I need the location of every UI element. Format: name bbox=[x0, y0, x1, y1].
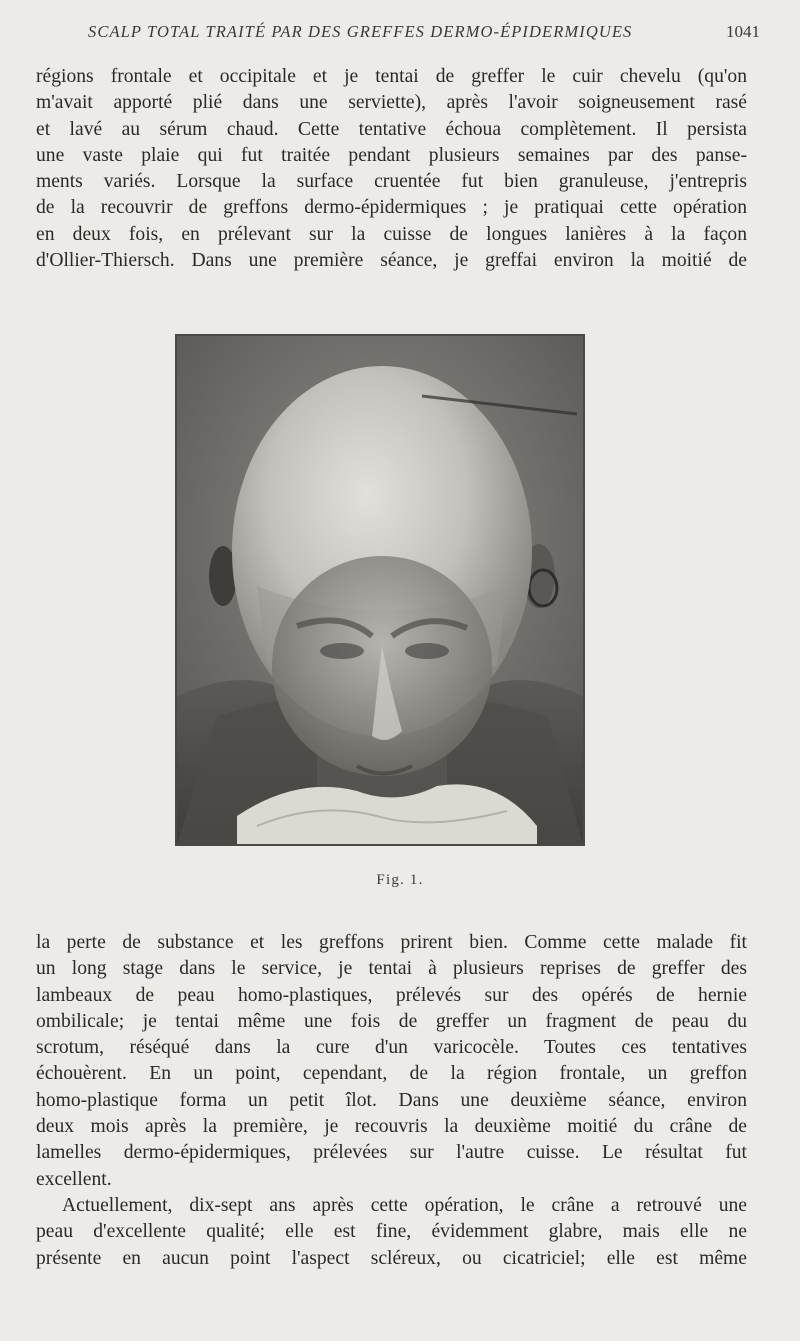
text-line: Actuellement, dix-sept ans après cette opération, le crâne a retrouvé une bbox=[62, 1195, 747, 1216]
text-line: présente en aucun point l'aspect scléreux, ou cicatriciel; elle est même bbox=[36, 1247, 747, 1269]
page-number: 1041 bbox=[726, 22, 760, 41]
figure-photograph bbox=[175, 334, 585, 846]
paragraph-top bbox=[36, 64, 747, 274]
text-line: ments variés. Lorsque la surface cruentée fut bien granuleuse, j'entrepris bbox=[36, 171, 747, 193]
text-line: ombilicale; je tentai même une fois de greffer un fragment de peau du bbox=[36, 1010, 747, 1032]
text-line: une vaste plaie qui fut traitée pendant plusieurs semaines par des panse- bbox=[36, 144, 747, 166]
running-head bbox=[60, 22, 760, 46]
text-line: en deux fois, en prélevant sur la cuisse de longues lanières à la façon bbox=[36, 223, 747, 245]
text-line: peau d'excellente qualité; elle est fine, évidemment glabre, mais elle ne bbox=[36, 1221, 747, 1243]
patient-head-photo bbox=[177, 336, 583, 844]
text-line: scrotum, réséqué dans la cure d'un varicocèle. Toutes ces tentatives bbox=[36, 1037, 747, 1059]
figure-caption: Fig. 1. bbox=[376, 872, 424, 888]
text-line: de la recouvrir de greffons dermo-épidermiques ; je pratiquai cette opération bbox=[36, 197, 747, 219]
text-line: excellent. bbox=[36, 1168, 112, 1190]
running-title: SCALP TOTAL TRAITÉ PAR DES GREFFES DERMO-ÉPIDERMIQUES bbox=[88, 22, 633, 41]
text-line: lamelles dermo-épidermiques, prélevées sur l'autre cuisse. Le résultat fut bbox=[36, 1142, 747, 1164]
text-line: homo-plastique forma un petit îlot. Dans une deuxième séance, environ bbox=[36, 1089, 747, 1111]
text-line: un long stage dans le service, je tentai à plusieurs reprises de greffer des bbox=[36, 958, 747, 980]
text-line: échouèrent. En un point, cependant, de la région frontale, un greffon bbox=[36, 1063, 747, 1085]
text-line: lambeaux de peau homo-plastiques, prélevés sur des opérés de hernie bbox=[36, 984, 747, 1006]
text-line: deux mois après la première, je recouvris la deuxième moitié du crâne de bbox=[36, 1116, 747, 1138]
text-line: d'Ollier-Thiersch. Dans une première séance, je greffai environ la moitié de bbox=[36, 250, 747, 272]
text-line: régions frontale et occipitale et je tentai de greffer le cuir chevelu (qu'on bbox=[36, 66, 747, 87]
text-line: et lavé au sérum chaud. Cette tentative échoua complètement. Il persista bbox=[36, 118, 747, 140]
paragraph-bottom bbox=[36, 1193, 747, 1272]
text-line: la perte de substance et les greffons prirent bien. Comme cette malade fit bbox=[36, 932, 747, 953]
text-line: m'avait apporté plié dans une serviette), après l'avoir soigneusement rasé bbox=[36, 92, 747, 114]
paragraph-middle bbox=[36, 930, 747, 1193]
